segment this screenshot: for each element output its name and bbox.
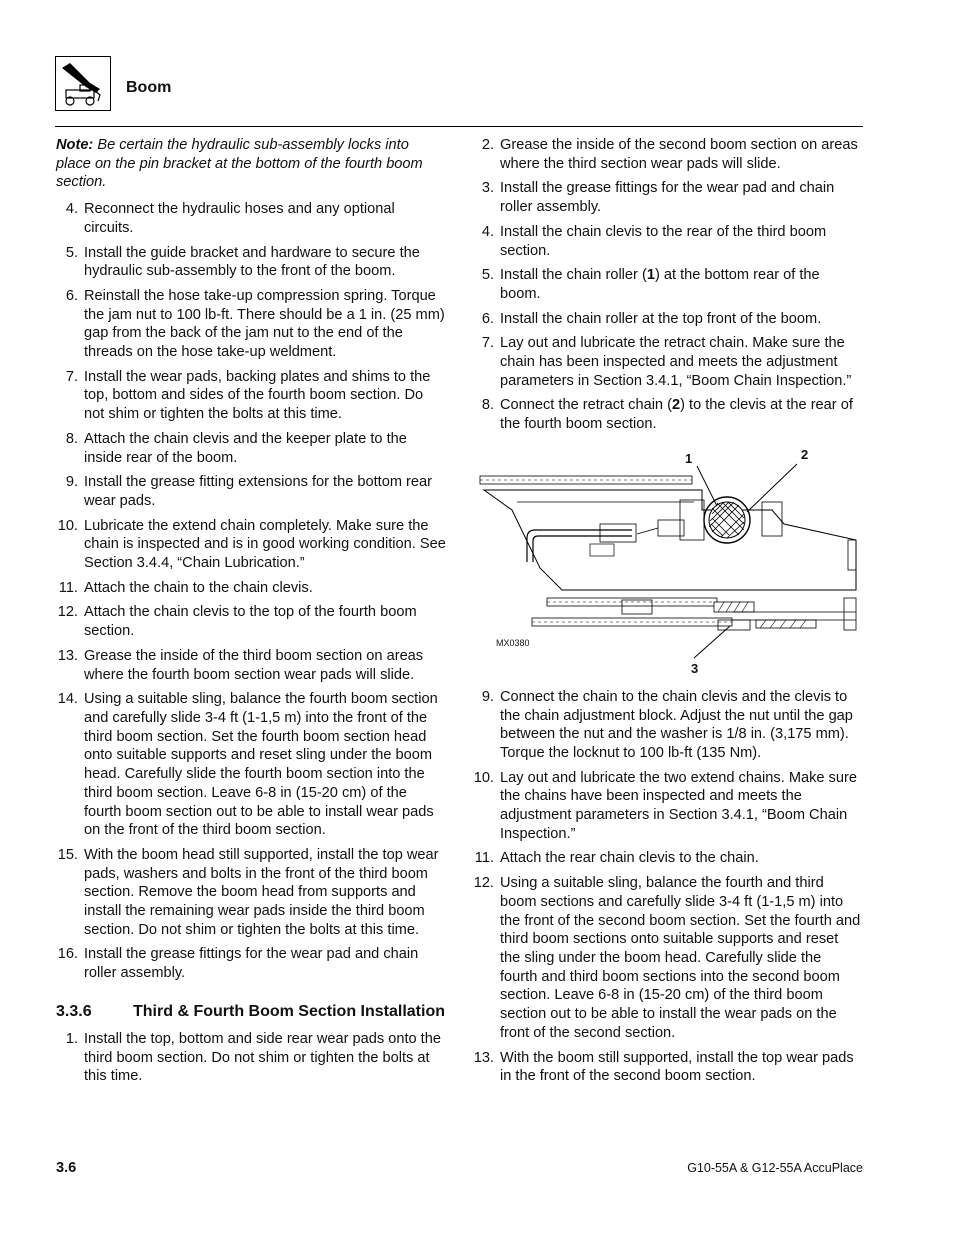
step-list-left-a	[56, 200, 446, 983]
step-number: 11.	[58, 579, 78, 596]
footer-model: G10-55A & G12-55A AccuPlace	[687, 1161, 863, 1175]
step-text: Grease the inside of the second boom section on areas where the third section wear pads will slide.	[500, 137, 858, 172]
step-number: 10.	[473, 769, 494, 786]
step-list-right-a	[472, 136, 862, 434]
step-number: 7.	[65, 368, 78, 385]
step-number: 4.	[65, 201, 78, 218]
step-text: Lay out and lubricate the two extend chains. Make sure the chains have been inspected and meets the adjustment parameters in Section 3.4.1, “Boom Chain Inspection.”	[500, 769, 857, 842]
step-text-after: ) at the bottom rear of the boom.	[500, 267, 820, 302]
step-item	[56, 200, 446, 237]
step-text: Install the grease fitting extensions for the bottom rear wear pads.	[84, 474, 433, 509]
step-number: 11.	[474, 850, 494, 867]
step-text: Attach the rear chain clevis to the chain.	[500, 850, 759, 867]
step-text-after: ) to the clevis at the rear of the fourth boom section.	[500, 397, 853, 433]
step-number: 3.	[481, 180, 494, 197]
step-number: 2.	[481, 137, 494, 153]
step-item	[56, 473, 446, 510]
step-item	[472, 223, 862, 260]
step-text: Reinstall the hose take-up compression spring. Torque the jam nut to 100 lb-ft. There should be a 1 in. (25 mm) gap from the back of the jam nut to the end of the threads on the hose take-up weldment.	[84, 287, 445, 361]
subsection-title: Third & Fourth Boom Section Installation	[133, 1002, 445, 1020]
boom-chain-figure	[472, 440, 862, 680]
step-number: 4.	[481, 223, 494, 240]
step-number: 5.	[481, 267, 494, 284]
step-item	[472, 849, 862, 868]
step-text: Install the top, bottom and side rear wear pads onto the third boom section. Do not shim or tighten the bolts at this time.	[84, 1030, 441, 1085]
step-item	[472, 688, 862, 763]
step-item	[472, 874, 862, 1042]
note-label: Note:	[56, 137, 94, 153]
step-item	[472, 136, 862, 173]
step-item	[472, 334, 862, 390]
step-text: With the boom head still supported, install the top wear pads, washers and bolts in the front of the third boom section. Remove the boom head from supports and install the remaining wear pads inside the third boom section. Do not shim or tighten the bolts at this time.	[84, 846, 439, 938]
step-text: Attach the chain clevis and the keeper plate to the inside rear of the boom.	[84, 430, 407, 466]
step-number: 15.	[57, 846, 78, 863]
step-text: Using a suitable sling, balance the fourth boom section and carefully slide 3-4 ft (1-1,5 m) into the front of the third boom section. Set the fourth boom section head onto suitable supports and reset sling under the boom head. Carefully slide the fourth boom section into the third boom section. Leave 6-8 in (15-20 cm) of the fourth boom section out to be able to install wear pads on the front of the third boom section.	[84, 691, 438, 839]
right-column	[472, 136, 862, 1092]
step-item	[56, 579, 446, 598]
step-item	[472, 396, 862, 433]
page-number: 3.6	[56, 1160, 77, 1176]
step-item	[56, 846, 446, 940]
step-text: Attach the chain to the chain clevis.	[84, 579, 313, 596]
step-item	[472, 179, 862, 216]
step-number: 6.	[65, 287, 78, 304]
step-item	[56, 430, 446, 467]
step-number: 7.	[481, 335, 494, 352]
step-text: Install the wear pads, backing plates and shims to the top, bottom and sides of the fourth boom section. Do not shim or tighten the bolts at this time.	[84, 368, 431, 423]
figure-id: MX0380	[496, 637, 530, 648]
step-text: Lubricate the extend chain completely. Make sure the chain is inspected and is in good working condition. See Section 3.4.4, “Chain Lubrication.”	[84, 517, 446, 572]
step-item	[56, 647, 446, 684]
step-number: 10.	[57, 517, 78, 534]
step-item	[472, 1049, 862, 1086]
step-number: 16.	[57, 946, 78, 963]
step-number: 1.	[65, 1030, 78, 1047]
callout-1: 1	[685, 450, 693, 466]
step-number: 12.	[473, 875, 494, 892]
step-number: 13.	[473, 1049, 494, 1066]
step-text-before: Install the chain roller (	[500, 267, 647, 284]
step-item	[56, 517, 446, 573]
step-item	[472, 310, 862, 329]
step-text: Grease the inside of the third boom section on areas where the fourth boom section wear pads will slide.	[84, 647, 424, 683]
section-title: Boom	[126, 79, 172, 96]
step-text: Lay out and lubricate the retract chain. Make sure the chain has been inspected and meets the adjustment parameters in Section 3.4.1, “Boom Chain Inspection.”	[500, 335, 852, 389]
step-number: 8.	[65, 430, 78, 447]
boom-section-logo	[55, 56, 111, 111]
step-text: Install the chain roller at the top front of the boom.	[500, 310, 822, 327]
step-item	[56, 945, 446, 982]
telehandler-boom-icon	[56, 57, 110, 110]
step-text: Install the grease fittings for the wear pad and chain roller assembly.	[84, 946, 419, 982]
step-list-right-b	[472, 688, 862, 1086]
step-item	[56, 368, 446, 424]
step-item	[56, 244, 446, 281]
step-text: Reconnect the hydraulic hoses and any optional circuits.	[84, 201, 395, 236]
callout-reference: 1	[646, 267, 655, 284]
step-text: Attach the chain clevis to the top of the fourth boom section.	[84, 604, 417, 640]
step-item	[56, 1030, 446, 1086]
note	[56, 136, 446, 192]
step-item	[56, 603, 446, 640]
step-text: Install the chain clevis to the rear of the third boom section.	[500, 223, 827, 259]
step-number: 12.	[57, 604, 78, 621]
step-number: 9.	[481, 688, 494, 705]
callout-3: 3	[691, 660, 699, 676]
step-item	[56, 287, 446, 362]
subsection-heading	[56, 1002, 446, 1021]
step-list-left-b	[56, 1030, 446, 1086]
left-column	[56, 136, 446, 1092]
boom-chain-drawing	[472, 440, 862, 680]
step-item	[472, 266, 862, 303]
step-text-before: Connect the retract chain (	[500, 397, 672, 414]
step-item	[56, 690, 446, 840]
step-number: 13.	[57, 647, 78, 664]
step-item	[472, 769, 862, 844]
step-number: 5.	[65, 244, 78, 261]
header-rule	[55, 126, 863, 127]
callout-reference: 2	[671, 397, 681, 414]
step-text: Using a suitable sling, balance the fourth and third boom sections and carefully slide 3-4 ft (1-1,5 m) into the front of the second boom section. Set the fourth and third boom sections onto suitable supports and reset the sling under the boom head. Carefully slide the fourth and third boom sections into the second boom section. Leave 6-8 in (15-20 cm) of the third boom section out to be able to install the wear pads on the front of the second section.	[500, 875, 861, 1041]
step-text: With the boom still supported, install the top wear pads in the front of the second boom section.	[500, 1049, 854, 1085]
step-number: 14.	[57, 691, 78, 708]
subsection-number: 3.3.6	[56, 1002, 92, 1020]
step-number: 9.	[65, 474, 78, 491]
step-text: Connect the chain to the chain clevis and the clevis to the chain adjustment block. Adjust the nut until the gap between the nut and the washer is 1/8 in. (3,175 mm). Torque the locknut to 100 lb-ft (135 Nm).	[500, 688, 853, 761]
step-number: 6.	[481, 310, 494, 327]
step-text: Install the grease fittings for the wear pad and chain roller assembly.	[500, 180, 835, 216]
callout-2: 2	[801, 446, 809, 462]
step-number: 8.	[481, 397, 494, 414]
step-text: Install the guide bracket and hardware to secure the hydraulic sub-assembly to the front of the boom.	[84, 244, 420, 280]
note-text: Be certain the hydraulic sub-assembly locks into place on the pin bracket at the bottom of the fourth boom section.	[56, 137, 423, 191]
